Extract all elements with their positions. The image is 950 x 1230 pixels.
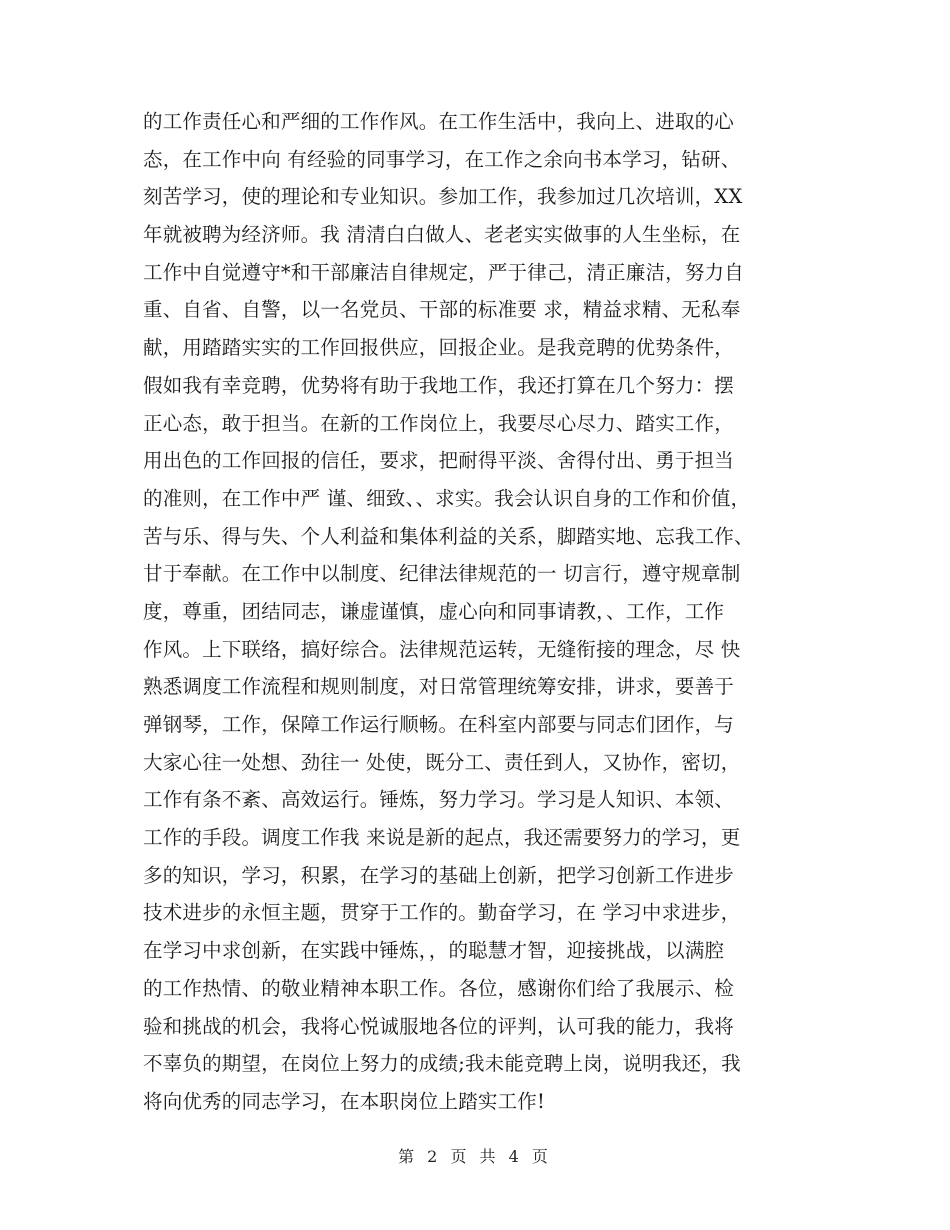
text-line: 将向优秀的同志学习，在本职岗位上踏实工作! — [143, 1089, 546, 1113]
text-line: 的准则，在工作中严 谨、细致、、求实。我会认识自身的工作和价值， — [143, 486, 751, 510]
text-line: 弹钢琴，工作，保障工作运行顺畅。在科室内部要与同志们团作，与 — [143, 713, 735, 736]
text-line: 献，用踏踏实实的工作回报供应，回报企业。是我竞聘的优势条件， — [143, 336, 735, 360]
text-line: 在学习中求创新，在实践中锤炼，，的聪慧才智，迎接挑战，以满腔 — [143, 939, 725, 963]
text-line: 工作中自觉遵守*和干部廉洁自律规定，严于律己，清正廉洁，努力自 — [143, 260, 744, 284]
text-line: 技术进步的永恒主题，贯穿于工作的。勤奋学习，在 学习中求进步， — [143, 901, 741, 925]
body-text — [143, 103, 823, 1121]
text-line: 重、自省、自警，以一名党员、干部的标准要 求，精益求精、无私奉 — [143, 298, 741, 322]
text-line: 刻苦学习，使的理论和专业知识。参加工作，我参加过几次培训，XX — [143, 185, 743, 209]
page-number-footer: 第 2 页 共 4 页 — [398, 1147, 552, 1166]
text-line: 苦与乐、得与失、个人利益和集体利益的关系，脚踏实地、忘我工作、 — [143, 524, 754, 548]
text-line: 工作的手段。调度工作我 来说是新的起点，我还需要努力的学习，更 — [143, 826, 741, 850]
text-line: 年就被聘为经济师。我 清清白白做人、老老实实做事的人生坐标，在 — [143, 223, 741, 247]
text-line: 工作有条不紊、高效运行。锤炼，努力学习。学习是人知识、本领、 — [143, 788, 735, 812]
text-line: 不辜负的期望，在岗位上努力的成绩;我未能竞聘上岗，说明我还，我 — [143, 1052, 741, 1076]
text-line: 甘于奉献。在工作中以制度、纪律法律规范的一 切言行，遵守规章制 — [143, 562, 741, 586]
text-line: 验和挑战的机会，我将心悦诚服地各位的评判，认可我的能力，我将 — [143, 1014, 735, 1038]
text-line: 的工作热情、的敬业精神本职工作。各位，感谢你们给了我展示、检 — [143, 976, 735, 1000]
text-line: 的工作责任心和严细的工作作风。在工作生活中，我向上、进取的心 — [143, 110, 735, 133]
text-line: 用出色的工作回报的信任，要求，把耐得平淡、舍得付出、勇于担当 — [143, 449, 735, 473]
text-line: 熟悉调度工作流程和规则制度，对日常管理统筹安排，讲求，要善于 — [143, 675, 735, 699]
text-line: 假如我有幸竞聘，优势将有助于我地工作，我还打算在几个努力：摆 — [143, 373, 735, 397]
text-line: 作风。上下联络，搞好综合。法律规范运转，无缝衔接的理念，尽 快 — [143, 637, 741, 661]
text-line: 态，在工作中向 有经验的同事学习，在工作之余向书本学习，钻研、 — [143, 147, 741, 171]
text-line: 度，尊重，团结同志，谦虚谨慎，虚心向和同事请教，、工作，工作 — [143, 599, 725, 623]
text-line: 多的知识，学习，积累，在学习的基础上创新，把学习创新工作进步 — [143, 863, 735, 887]
text-line: 大家心往一处想、劲往一 处使，既分工、责任到人，又协作，密切， — [143, 750, 741, 774]
text-line: 正心态，敢于担当。在新的工作岗位上，我要尽心尽力、踏实工作， — [143, 411, 735, 435]
